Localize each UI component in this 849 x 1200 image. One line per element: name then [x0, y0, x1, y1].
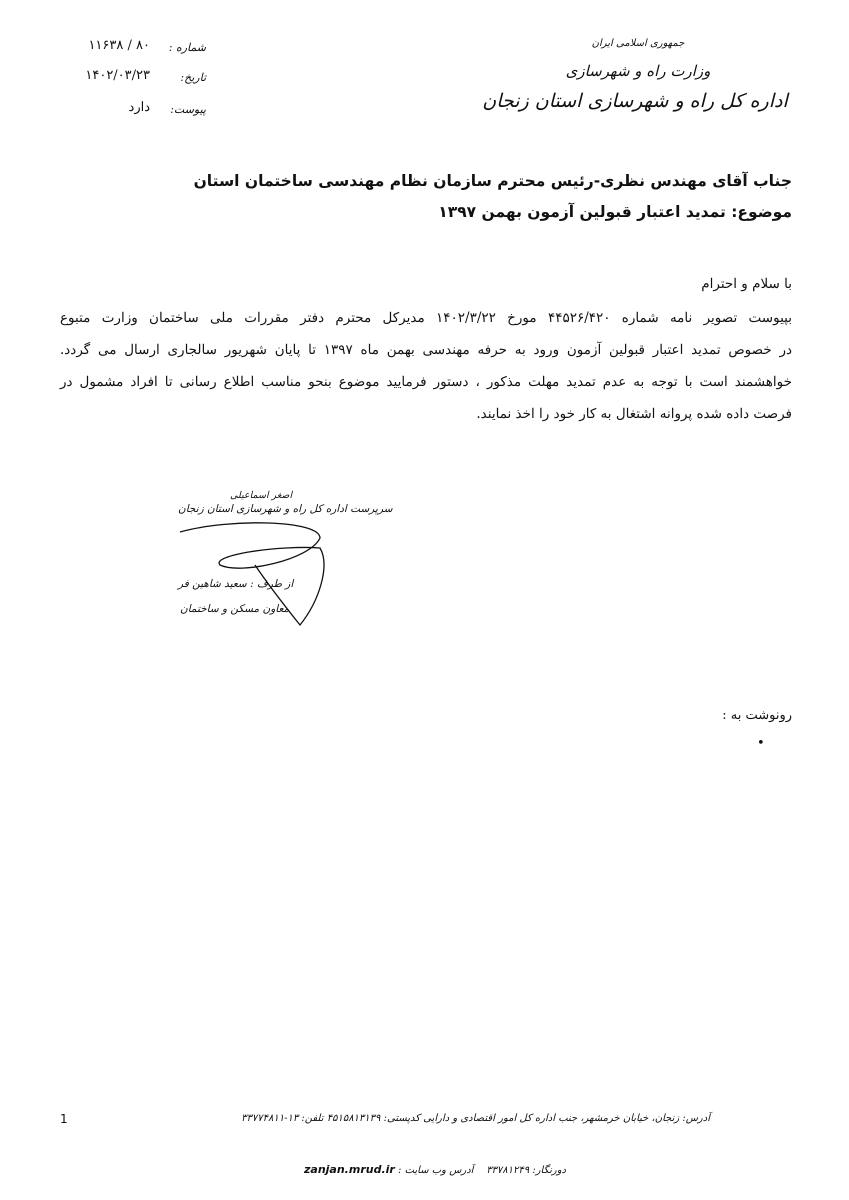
attachment-label: پیوست: [170, 103, 206, 116]
page-number: 1 [60, 1112, 68, 1126]
body-line: بپیوست تصویر نامه شماره ۴۴۵۲۶/۴۲۰ مورخ ۱۴۰۲/۳/۲۲ مدیرکل محترم دفتر مقررات ملی ساختمان وزارت متبوع [60, 310, 792, 326]
signatory-title: سرپرست اداره کل راه و شهرسازی استان زنجان [178, 503, 393, 515]
cc-label: رونوشت به : [722, 708, 792, 723]
number-value: ۸۰ / ۱۱۶۳۸ [88, 38, 150, 53]
subject: موضوع: تمدید اعتبار قبولین آزمون بهمن ۱۳۹۷ [438, 203, 792, 221]
deputy-title: معاون مسکن و ساختمان [180, 603, 290, 615]
body-line: در خصوص تمدید اعتبار قبولین آزمون ورود به حرفه مهندسی بهمن ماه ۱۳۹۷ تا پایان شهریور سالجاری ارسال می گردد. [60, 342, 792, 358]
website-label: آدرس وب سایت : [398, 1165, 474, 1176]
footer-address: آدرس: زنجان، خیابان خرمشهر، جنب اداره کل امور اقتصادی و دارایی کدپستی: ۴۵۱۵۸۱۳۱۳۹ تلفن: ۱۳-۳۳۷۷۴۸۱۱ [241, 1113, 710, 1124]
number-label: شماره : [168, 41, 206, 54]
fax-number: دورنگار: ۳۳۷۸۱۲۴۹ [486, 1165, 566, 1176]
letterhead-ministry: وزارت راه و شهرسازی [565, 62, 711, 80]
greeting: با سلام و احترام [701, 276, 792, 292]
body-line: فرصت داده شده پروانه اشتغال به کار خود را اخذ نمایند. [476, 406, 792, 422]
recipient: جناب آقای مهندس نظری-رئیس محترم سازمان نظام مهندسی ساختمان استان [193, 172, 792, 190]
website-link[interactable]: zanjan.mrud.ir [304, 1163, 395, 1176]
on-behalf: از طرف : سعید شاهین فر [178, 578, 294, 590]
date-value: ۱۴۰۲/۰۳/۲۳ [85, 68, 150, 83]
signatory-name: اصغر اسماعیلی [230, 490, 293, 501]
body-line: خواهشمند است با توجه به عدم تمدید مهلت مذکور ، دستور فرمایید موضوع بنحو مناسب اطلاع رسانی تا افراد مشمول در [60, 374, 792, 390]
footer-contact [290, 1163, 580, 1176]
letterhead-republic: جمهوری اسلامی ایران [591, 38, 685, 49]
attachment-value: دارد [128, 100, 150, 115]
letterhead-office: اداره کل راه و شهرسازی استان زنجان [482, 90, 788, 112]
cc-bullet: • [757, 736, 765, 751]
date-label: تاریخ: [180, 71, 206, 84]
